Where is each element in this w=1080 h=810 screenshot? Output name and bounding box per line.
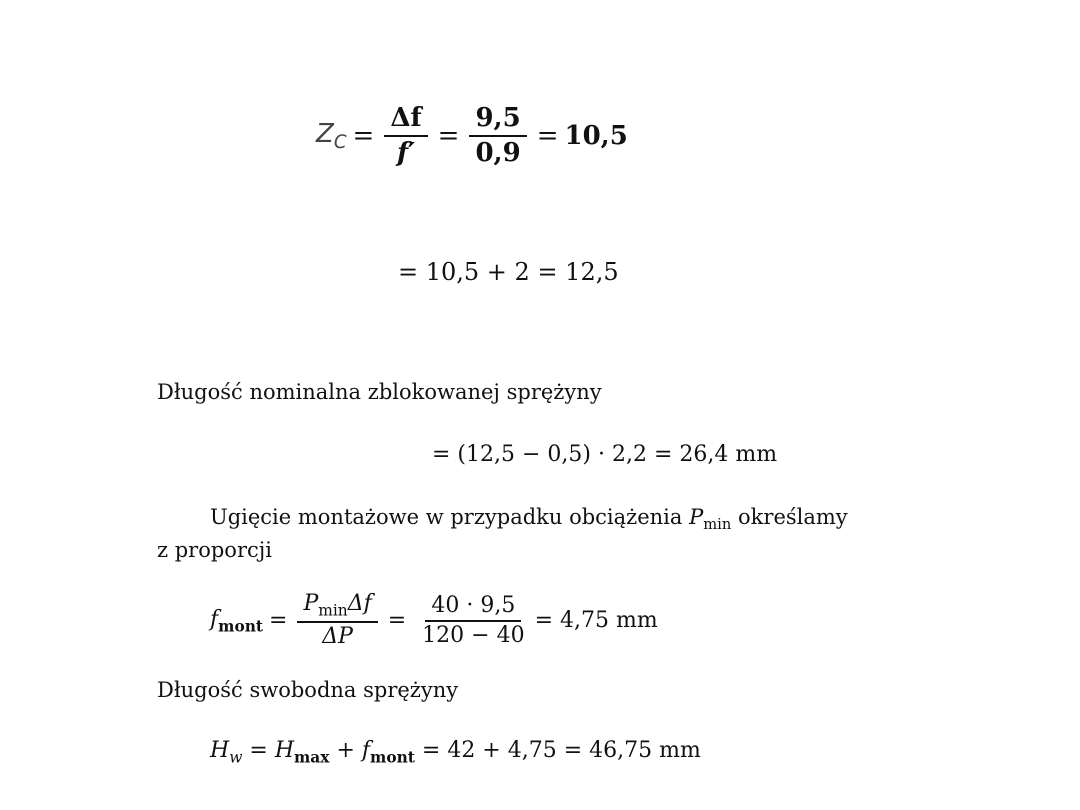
fraction-numbers: $\frac{40 \cdot 9,5}{120 - 40}$ bbox=[422, 592, 525, 648]
equation-nominal-length: = (12,5 − 0,5) · 2,2 = 26,4 mm bbox=[432, 442, 778, 467]
fraction-values: $\frac{9,5}{0,9}$ bbox=[469, 104, 526, 167]
paragraph-line2: z proporcji bbox=[157, 538, 272, 562]
paragraph-line1: Ugięcie montażowe w przypadku obciążenia $P_{min}$ określamy bbox=[210, 505, 848, 534]
eq4-result: = 4,75 mm bbox=[534, 608, 658, 634]
equation-free-length: $H_w = H_{max} + f_{mont} = 42 + 4,75 = 46,75$ mm bbox=[210, 738, 701, 767]
equation-sum: = 10,5 + 2 = 12,5 bbox=[398, 258, 619, 286]
fraction-delta-f: $\frac{\Delta f}{f'}$ bbox=[384, 104, 427, 167]
eq1-result: 10,5 bbox=[564, 120, 628, 151]
equation-zc: $Z_C$ = $\frac{\Delta f}{f'}$ = $\frac{9,5}{0,9}$ = 10,5 bbox=[316, 103, 628, 168]
heading-free-length: Długość swobodna sprężyny bbox=[157, 678, 459, 702]
fmont-symbol: $f_{mont}$ bbox=[210, 606, 264, 635]
zc-symbol: $Z_C$ bbox=[316, 118, 347, 153]
equation-fmont: $f_{mont}$ = $\frac{P_{min}\Delta f}{\Delta P}$ = $\frac{40 \cdot 9,5}{120 - 40}$ = 4,75 mm bbox=[210, 591, 658, 650]
fraction-pmin-delta: $\frac{P_{min}\Delta f}{\Delta P}$ bbox=[297, 592, 377, 650]
heading-nominal-length: Długość nominalna zblokowanej sprężyny bbox=[157, 380, 602, 404]
